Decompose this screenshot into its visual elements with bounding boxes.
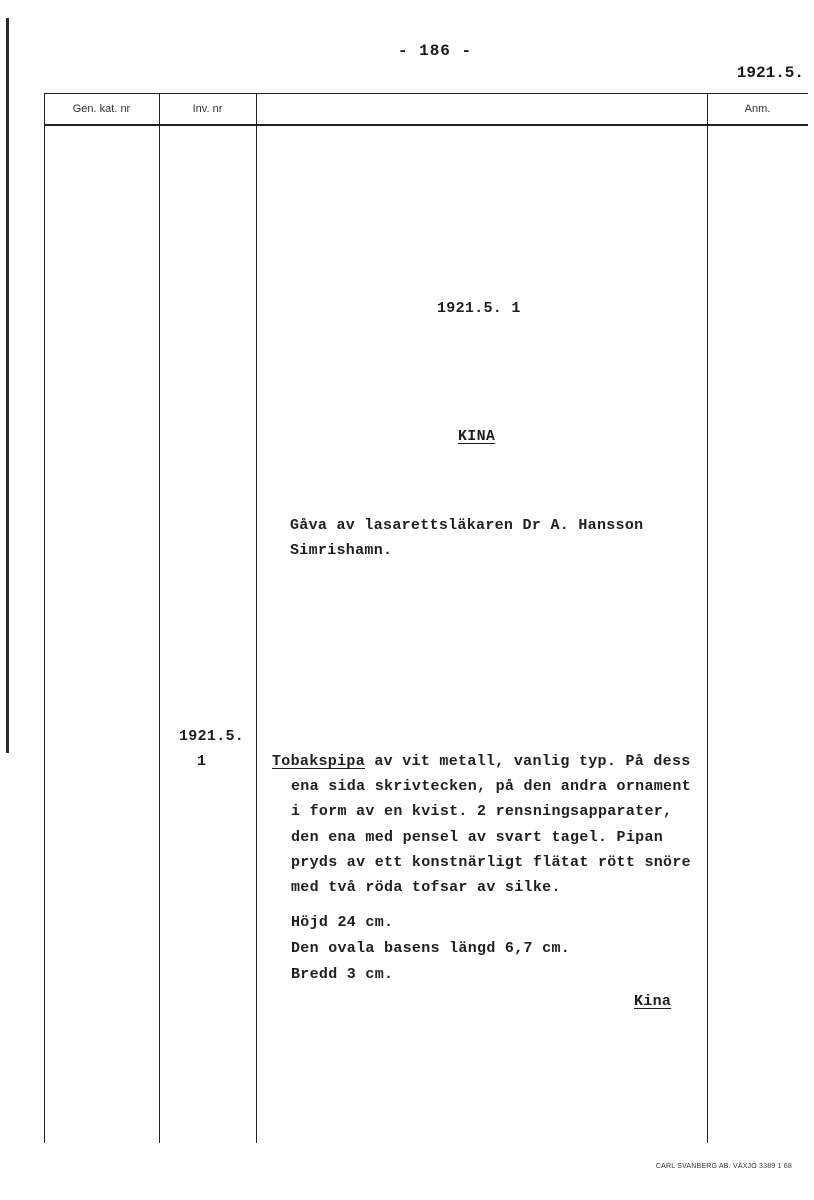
measurement-width: Bredd 3 cm.: [291, 966, 394, 983]
column-rule-1: [44, 93, 45, 1143]
description-line-1: [272, 753, 691, 770]
left-margin-rule: [6, 18, 9, 753]
inv-number-line-2: 1: [197, 753, 207, 770]
accession-heading: 1921.5.: [736, 64, 804, 82]
origin-tag: Kina: [634, 993, 672, 1010]
column-header-inv-nr: Inv. nr: [192, 103, 223, 115]
description-line-4: den ena med pensel av svart tagel. Pipan: [291, 829, 664, 846]
country-heading: KINA: [458, 428, 496, 445]
column-rule-2: [159, 93, 160, 1143]
measurement-length: Den ovala basens längd 6,7 cm.: [291, 940, 571, 957]
description-line-2: ena sida skrivtecken, på den andra ornament: [291, 778, 691, 795]
measurement-height: Höjd 24 cm.: [291, 914, 394, 931]
column-rule-4: [707, 93, 708, 1143]
column-header-gen-kat-nr: Gen. kat. nr: [72, 103, 131, 115]
description-line-5: pryds av ett konstnärligt flätat rött snöre: [291, 854, 691, 871]
description-first-rest: av vit metall, vanlig typ. På dess: [365, 753, 691, 770]
description-line-3: i form av en kvist. 2 rensningsapparater,: [291, 803, 673, 820]
donor-line-1: Gåva av lasarettsläkaren Dr A. Hansson: [290, 517, 644, 534]
printer-imprint: CARL SVANBERG AB. VÄXJÖ 3389 1 68: [655, 1163, 792, 1170]
column-header-description: [256, 94, 707, 124]
column-rule-3: [256, 93, 257, 1143]
object-name: Tobakspipa: [272, 753, 366, 770]
column-header-anm: Anm.: [744, 103, 771, 115]
description-line-6: med två röda tofsar av silke.: [291, 879, 561, 896]
inv-number-line-1: 1921.5.: [179, 728, 245, 745]
entry-number-centered: 1921.5. 1: [437, 300, 521, 317]
donor-line-2: Simrishamn.: [290, 542, 393, 559]
page-number: - 186 -: [397, 42, 473, 60]
